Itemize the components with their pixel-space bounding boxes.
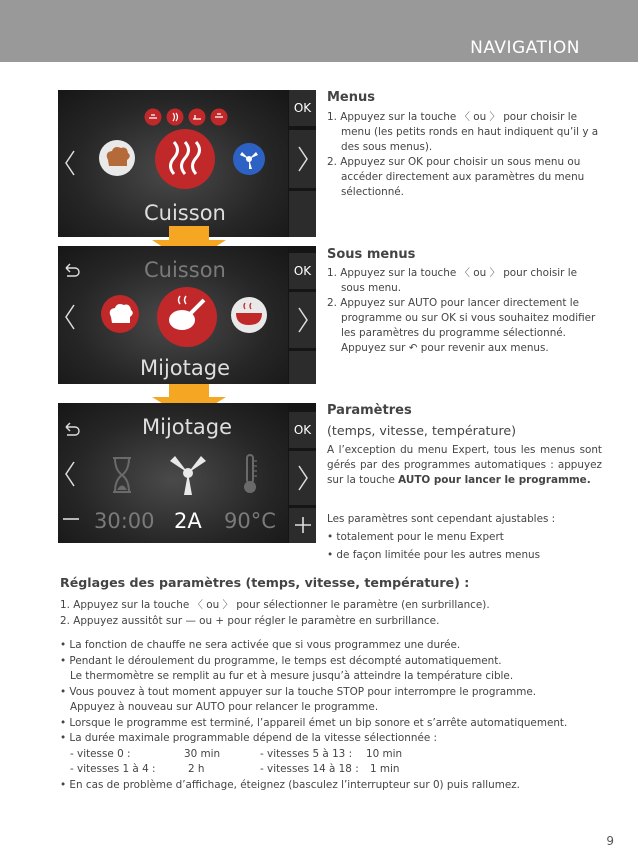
speed-value: 2A <box>174 509 202 533</box>
right-button-area[interactable] <box>289 451 316 505</box>
sousmenus-title: Sous menus <box>327 247 416 262</box>
plus-button-area[interactable] <box>289 508 316 543</box>
back-arrow-icon[interactable] <box>62 421 80 437</box>
reglages-title: Réglages des paramètres (temps, vitesse, température) : <box>60 575 470 590</box>
chevron-left-icon[interactable] <box>62 148 78 178</box>
sousmenus-step-2: 2. Appuyez sur AUTO pour lancer directement le programme ou sur OK si vous souhaitez modifier les paramètres du programme sélectionné. <box>327 297 596 339</box>
parametres-adjustable: Les paramètres sont cependant ajustables : • totalement pour le menu Expert • de façon limitée pour les autres menus <box>327 513 556 561</box>
temperature-value: 90°C <box>224 509 276 533</box>
chevron-right-icon <box>295 144 311 174</box>
ok-button[interactable]: OK <box>289 90 316 126</box>
menu-label: Cuisson <box>144 201 226 225</box>
reglages-bullets: • La fonction de chauffe ne sera activée que si vous programmez une durée. • Pendant le déroulement du programme, le temps est décompté automatiquement. Le thermomètre se remplit au fur et à mesure jusqu’à atteindre la température cible. • Vous pouvez à tout moment appuyer sur la touche STOP pour interrompre le programme. Appuyez à nouveau sur AUTO pour relancer le programme. • Lorsque le programme est terminé, l’appareil émet un bip sonore et s’arrête automatiquement. • La durée maximale programmable dépend de la vitesse sélectionnée : - vitesse 0 : 30 min - vitesses 5 à 13 : 10 min - vitesses 1 à 4 : 2 h - vitesses 14 à 18 : 1 min • En cas de problème d’affichage, éteignez (basculez l’interrupteur sur 0) puis rallumez. <box>60 638 615 793</box>
reglages-step-2: 2. Appuyez aussitôt sur — ou + pour régler le paramètre en surbrillance. <box>60 614 440 627</box>
blade-icon <box>232 142 266 176</box>
reglages-steps <box>60 598 615 629</box>
hourglass-icon <box>110 455 134 495</box>
submenu-label: Mijotage <box>142 415 232 439</box>
menus-title: Menus <box>327 90 376 105</box>
submenu-label: Mijotage <box>140 356 230 380</box>
parametres-subtitle: (temps, vitesse, température) <box>327 423 517 438</box>
screen-parametres <box>58 403 316 543</box>
chef-hat-icon <box>98 138 136 178</box>
side-column <box>289 246 316 384</box>
ok-button[interactable]: OK <box>289 253 316 289</box>
empty-button-area <box>289 351 316 384</box>
minus-icon[interactable] <box>62 513 80 525</box>
thermometer-icon <box>240 453 260 495</box>
chevron-left-icon[interactable] <box>62 302 78 332</box>
sousmenus-step-3: Appuyez sur ↶ pour revenir aux menus. <box>341 342 549 354</box>
bowl-icon <box>230 296 268 334</box>
speed-row-2: - vitesses 1 à 4 : 2 h - vitesses 14 à 18 : 1 min <box>70 763 400 775</box>
screen-cuisson <box>58 90 316 237</box>
right-button-area[interactable] <box>289 292 316 348</box>
spoon-pot-icon <box>156 286 218 348</box>
parametres-title: Paramètres <box>327 403 412 418</box>
header-title: NAVIGATION <box>470 38 580 58</box>
time-value: 30:00 <box>94 509 155 533</box>
chef-hat-icon <box>100 294 140 334</box>
chevron-right-icon <box>295 305 311 335</box>
ok-button[interactable]: OK <box>289 412 316 448</box>
sousmenus-step-1: 1. Appuyez sur la touche 〈 ou 〉 pour choisir le sous menu. <box>327 267 578 294</box>
steam-icon <box>154 128 216 190</box>
reglages-step-1: 1. Appuyez sur la touche 〈 ou 〉 pour sélectionner le paramètre (en surbrillance). <box>60 599 490 611</box>
side-column <box>289 90 316 237</box>
parametres-text: A l’exception du menu Expert, tous les menus sont gérés par des programmes automatiques : appuyez sur la touche AUTO pour lancer le programme. <box>327 444 602 486</box>
blade-icon <box>166 451 210 497</box>
empty-button-area <box>289 191 316 237</box>
page-number: 9 <box>606 834 614 848</box>
menus-step-2: 2. Appuyez sur OK pour choisir un sous menu ou accéder directement aux paramètres du menu sélectionné. <box>327 156 585 198</box>
chevron-right-icon <box>295 463 311 493</box>
submenu-dots-icon <box>142 106 232 128</box>
screen-mijotage <box>58 246 316 384</box>
back-arrow-icon[interactable] <box>62 262 80 278</box>
speed-row-1: - vitesse 0 : 30 min - vitesses 5 à 13 : 10 min <box>70 747 403 760</box>
side-column <box>289 403 316 543</box>
plus-icon <box>294 516 312 534</box>
menus-step-1: 1. Appuyez sur la touche 〈 ou 〉 pour choisir le menu (les petits ronds en haut indiquent qu’il y a des sous menus). <box>327 111 599 153</box>
page-header <box>0 0 638 62</box>
parent-menu-label: Cuisson <box>144 258 226 282</box>
sousmenus-steps <box>327 266 602 356</box>
right-button-area[interactable] <box>289 130 316 188</box>
chevron-left-icon[interactable] <box>62 459 78 489</box>
menus-steps <box>327 110 602 200</box>
